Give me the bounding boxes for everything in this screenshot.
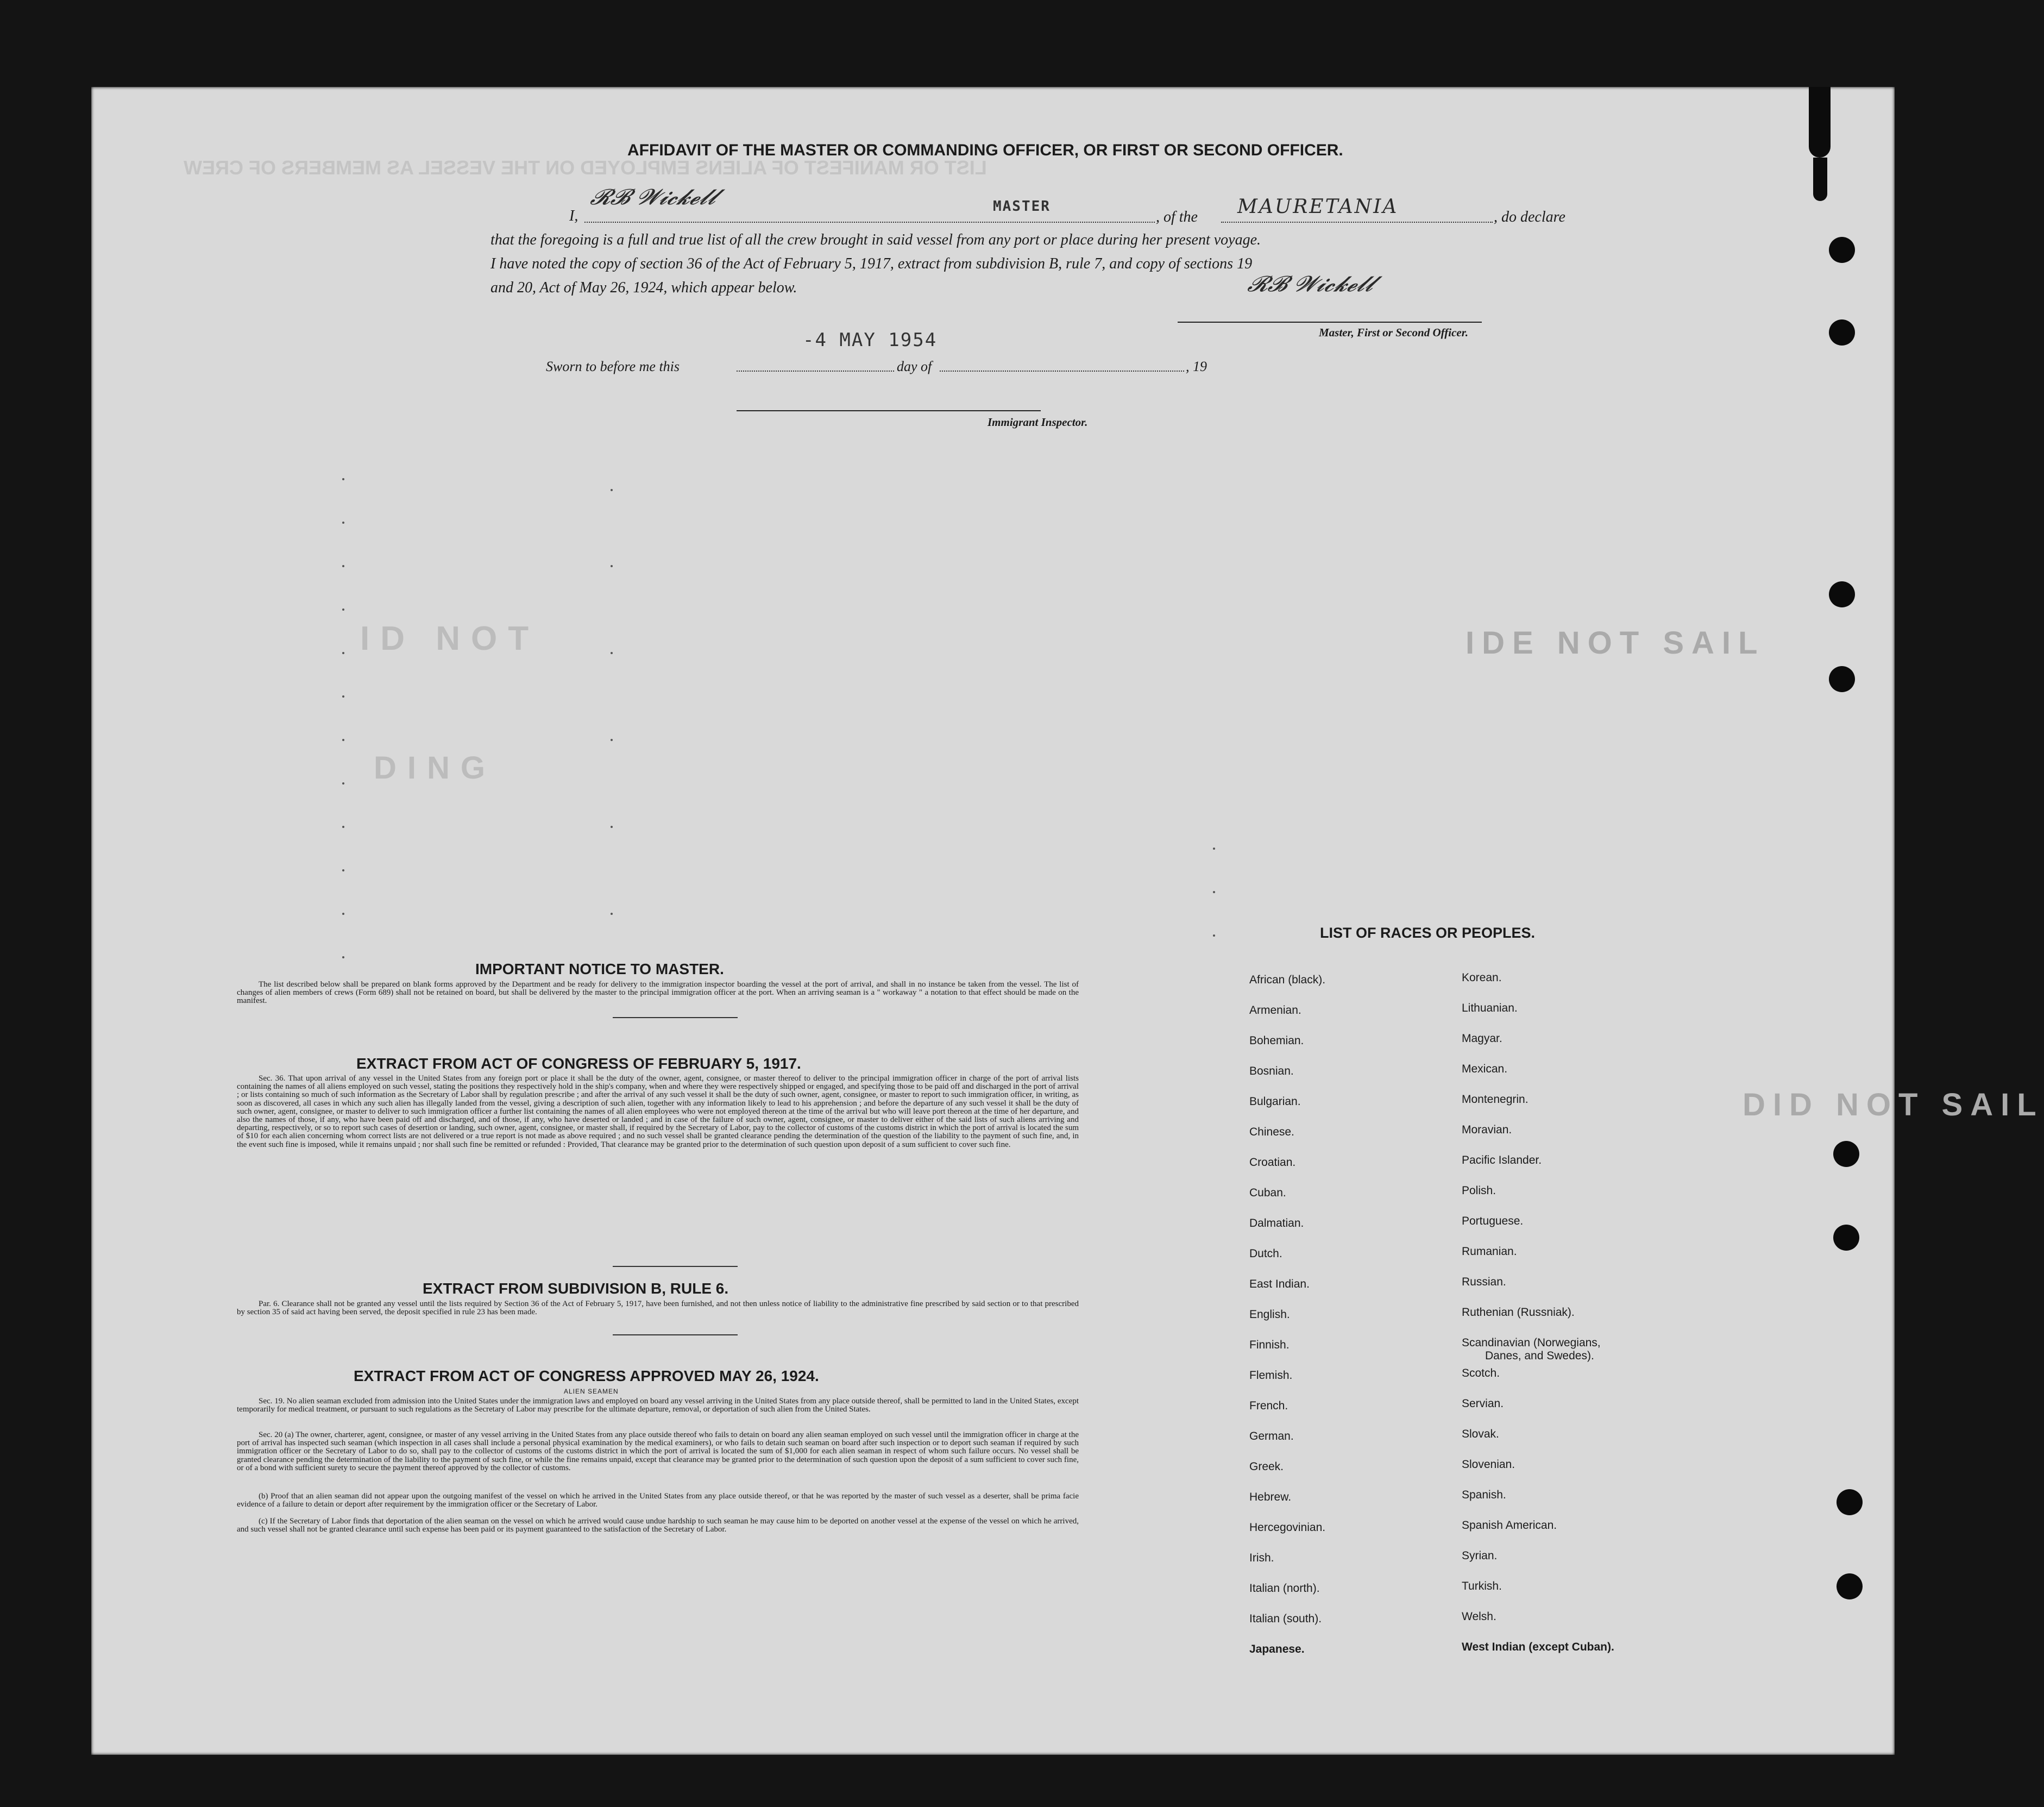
sworn-month-fill [940,371,1184,372]
race-item: East Indian. [1249,1278,1310,1290]
subdivision-text: Par. 6. Clearance shall not be granted any vessel until the lists required by Section 36 of the Act of February 5, 1917, have been furnished, and not then unless notice of liability to the administrative fine prescribed by said section or to that prescribed by section 35 of said act having been served, the deposit specified in rule 23 has been made. [237,1300,1079,1317]
race-item: Turkish. [1462,1580,1502,1592]
race-item: Scotch. [1462,1367,1500,1379]
date-stamp: -4 MAY 1954 [803,329,938,351]
race-item: Cuban. [1249,1187,1286,1199]
torn-edge [1809,87,1831,158]
master-stamp: MASTER [993,198,1051,215]
race-item: Spanish American. [1462,1519,1557,1532]
do-declare-label: , do declare [1494,209,1565,225]
show-through-header: LIST OR MANIFEST OF ALIENS EMPLOYED ON THE VESSEL AS MEMBERS OF CREW [184,156,987,179]
document-page [91,87,2044,1755]
master-signature-1: 𝓡𝓑 𝓦𝓲𝓬𝓴𝓮𝓵𝓵 [588,185,720,210]
alien-seamen-subheading: ALIEN SEAMEN [564,1388,619,1395]
race-item: Greek. [1249,1460,1284,1473]
sec20c-text: (c) If the Secretary of Labor finds that deportation of the alien seaman on the vessel on which he arrived would cause undue hardship to such seaman he may cause him to be deported on another vessel at the expense of the vessel on which he arrived, and such vessel shall not be granted clearance until such expense has been paid or its payment guaranteed to the satisfaction of the Secretary of Labor. [237,1517,1079,1534]
race-item: Spanish. [1462,1489,1506,1501]
vessel-fill-line [1221,222,1493,223]
race-item: Portuguese. [1462,1215,1524,1227]
race-item: Bulgarian. [1249,1095,1301,1108]
race-item: Chinese. [1249,1126,1294,1138]
race-item: Scandinavian (Norwegians, [1462,1337,1601,1349]
race-item: Servian. [1462,1397,1504,1410]
faint-stamp-2: DING [374,750,496,786]
race-item: Bosnian. [1249,1065,1294,1077]
race-item: African (black). [1249,974,1326,986]
race-item: Moravian. [1462,1124,1512,1136]
race-item: Japanese. [1249,1643,1305,1655]
race-item: Bohemian. [1249,1034,1304,1047]
race-item: Welsh. [1462,1610,1496,1623]
subdivision-heading: EXTRACT FROM SUBDIVISION B, RULE 6. [423,1280,729,1297]
races-heading: LIST OF RACES OR PEOPLES. [1320,925,1536,941]
name-fill-line [584,222,1155,223]
race-item: Croatian. [1249,1156,1296,1169]
race-item: German. [1249,1430,1294,1442]
sec19-text: Sec. 19. No alien seaman excluded from admission into the United States under the immigration laws and employed on board any vessel arriving in the United States from any place outside thereof, shall be permitted to land in the United States, except temporarily for medical treatment, or pursuant to such regulations as the Secretary of Labor may prescribe for the ultimate departure, removal, or deportation of such alien from the United States. [237,1397,1079,1414]
race-item: Ruthenian (Russniak). [1462,1306,1575,1319]
inspector-line [737,410,1041,411]
master-signature-2: 𝓡𝓑 𝓦𝓲𝓬𝓴𝓮𝓵𝓵 [1246,272,1377,297]
faint-stamp-1: ID NOT [360,620,540,657]
race-item: Dutch. [1249,1247,1282,1260]
race-item: Lithuanian. [1462,1002,1518,1014]
race-item: Pacific Islander. [1462,1154,1542,1166]
affidavit-heading: AFFIDAVIT OF THE MASTER OR COMMANDING OFFICER, OR FIRST OR SECOND OFFICER. [627,141,1343,159]
punch-hole [1833,1141,1859,1167]
race-item: Slovenian. [1462,1458,1515,1471]
torn-edge-2 [1813,158,1827,201]
race-item: Irish. [1249,1552,1274,1564]
race-item: Italian (north). [1249,1582,1320,1595]
punch-hole [1837,1573,1863,1599]
race-item: Magyar. [1462,1032,1502,1045]
punch-hole [1829,319,1855,346]
sec20b-text: (b) Proof that an alien seaman did not appear upon the outgoing manifest of the vessel on which he arrived in the United States from any place outside thereof, or that he was reported by the master of such vessel as a deserter, shall be prima facie evidence of a failure to detain or deport after requirement by the immigration officer or the Secretary of Labor. [237,1492,1079,1509]
race-item: Finnish. [1249,1339,1290,1351]
notice-rule [613,1017,738,1018]
race-item: Korean. [1462,971,1502,984]
race-item: Armenian. [1249,1004,1301,1017]
race-item: Mexican. [1462,1063,1508,1075]
of-the-label: , of the [1156,209,1198,225]
race-item: Hercegovinian. [1249,1521,1326,1534]
extract-1917-text: Sec. 36. That upon arrival of any vessel in the United States from any foreign port or place it shall be the duty of the owner, agent, consignee, or master thereof to deliver to the principal immigration officer in charge of the port of arrival lists containing the names of all aliens employed on such vessel, stating the positions they respectively hold in the ship's company, when and where they were respectively shipped or engaged, and specifying those to be paid off and discharged in the port of arrival ; or lists containing so much of such information as the Secretary of Labor shall by regulation prescribe ; and after the arrival of any such vessel it shall be the duty of such owner, agent, consignee, or master to report to such immigration officer, in writing, as soon as discovered, all cases in which any such alien has illegally landed from the vessel, giving a description of such alien, together with any information likely to lead to his apprehension ; and before the departure of any such vessel it shall be the duty of such owner, agent, consignee, or master to deliver to such immigration officer a further list containing the names of all alien employees who were not employed thereon at the time of the arrival but who will leave port thereon at the time of her departure, and also the names of those, if any, who have been paid off and discharged, and of those, if any, who have deserted or landed ; and in case of the failure of such owner, agent, consignee, or master to deliver either of the said lists of such aliens arriving and departing, respectively, or so to report such cases of desertion or landing, such owner, agent, consignee, or master shall, if required by the Secretary of Labor, pay to the collector of customs of the customs district in which the port of arrival is located the sum of $10 for each alien concerning whom correct lists are not delivered or a true report is not made as above required ; and no such vessel shall be granted clearance pending the determination of the question of the liability to the payment of such fine, and, in the event such fine is imposed, while it remains unpaid ; nor shall such fine be remitted or refunded : Provided, That clearance may be granted prior to the determination of such question upon deposit of a sum sufficient to cover such fine. [237,1074,1079,1149]
race-item: Syrian. [1462,1549,1498,1562]
affidavit-line-2: that the foregoing is a full and true list of all the crew brought in said vessel from any port or place during her present voyage. [490,231,1261,248]
signature-caption: Master, First or Second Officer. [1319,326,1468,339]
affidavit-i-label: I, [569,208,578,224]
sworn-year: , 19 [1186,359,1207,374]
subdivision-rule [613,1334,738,1335]
race-item: Rumanian. [1462,1245,1517,1258]
faint-stamp-4: DID NOT SAIL [1743,1087,2044,1122]
signature-line [1178,322,1482,323]
punch-hole [1833,1225,1859,1251]
inspector-caption: Immigrant Inspector. [988,416,1088,429]
race-item: Polish. [1462,1184,1496,1197]
race-item: Russian. [1462,1276,1506,1288]
punch-hole [1829,581,1855,607]
race-item: West Indian (except Cuban). [1462,1641,1614,1653]
notice-text: The list described below shall be prepared on blank forms approved by the Department and be ready for delivery to the immigration inspector boarding the vessel at the port of arrival, and shall in no instance be taken from the vessel. The list of changes of alien members of crews (Form 689) shall not be retained on board, but shall be delivered by the master to the principal immigration officer at the port. When an arriving seaman is a " workaway " a notation to that effect should be made on the manifest. [237,980,1079,1006]
punch-hole [1837,1489,1863,1515]
sworn-prefix: Sworn to before me this [546,359,680,374]
race-item: Italian (south). [1249,1613,1322,1625]
punch-hole [1829,237,1855,263]
race-item: Hebrew. [1249,1491,1292,1503]
race-item: French. [1249,1400,1288,1412]
extract-1917-heading: EXTRACT FROM ACT OF CONGRESS OF FEBRUARY 5, 1917. [356,1055,801,1072]
vessel-name-handwritten: MAURETANIA [1237,196,1399,218]
faint-stamp-3: IDE NOT SAIL [1466,625,1765,661]
extract-1917-rule [613,1266,738,1267]
race-item: English. [1249,1308,1290,1321]
extract-1924-heading: EXTRACT FROM ACT OF CONGRESS APPROVED MAY 26, 1924. [354,1367,819,1384]
race-item: Dalmatian. [1249,1217,1304,1229]
affidavit-line-3: I have noted the copy of section 36 of the Act of February 5, 1917, extract from subdivision B, rule 7, and copy of sections 19 [490,255,1253,272]
race-item-continuation: Danes, and Swedes). [1485,1350,1594,1362]
race-item: Montenegrin. [1462,1093,1529,1106]
race-item: Flemish. [1249,1369,1293,1382]
punch-hole [1829,666,1855,692]
affidavit-line-4: and 20, Act of May 26, 1924, which appear below. [490,279,797,296]
notice-heading: IMPORTANT NOTICE TO MASTER. [475,961,724,977]
sworn-day-fill [737,371,894,372]
sworn-day-of: day of [897,359,932,374]
sec20a-text: Sec. 20 (a) The owner, charterer, agent, consignee, or master of any vessel arriving in the United States from any place outside thereof who fails to detain on board any alien seaman employed on such vessel until the immigration officer in charge at the port of arrival has inspected such seaman (which inspection in all cases shall include a personal physical examination by the medical examiners), or who fails to detain such seaman on board after such inspection or to deport such seaman if required by such immigration officer or the Secretary of Labor to do so, shall pay to the collector of customs of the customs district in which the port of arrival is located the sum of $1,000 for each alien seaman in respect of whom such failure occurs. No vessel shall be granted clearance pending the determination of the liability to the payment of such fine, or while the fine remains unpaid, except that clearance may be granted prior to the determination of such question upon the deposit of a sum sufficient to cover such fine, or of a bond with sufficient surety to secure the payment thereof approved by the collector of customs. [237,1430,1079,1472]
race-item: Slovak. [1462,1428,1499,1440]
